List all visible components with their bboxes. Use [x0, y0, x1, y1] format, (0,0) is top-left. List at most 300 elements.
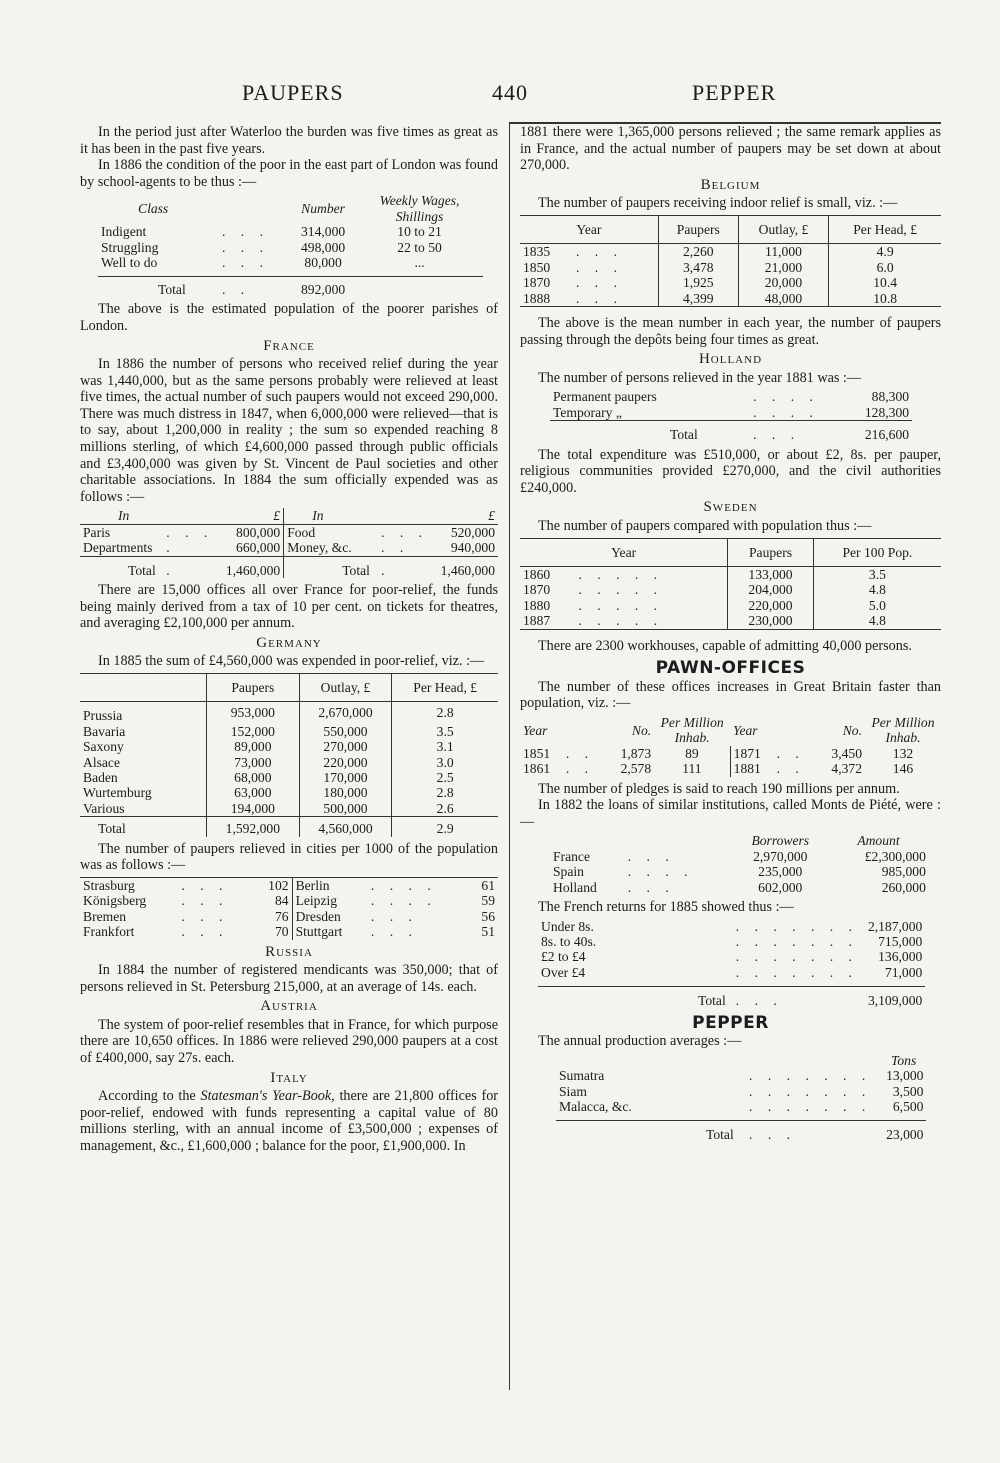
cell: 550,000: [299, 724, 392, 739]
cell: 216,600: [845, 421, 912, 443]
cell: 314,000: [300, 224, 346, 240]
cell: 2.8: [392, 785, 498, 800]
cell: Struggling: [101, 239, 159, 255]
cell: 2.6: [392, 801, 498, 817]
total-row: [538, 987, 925, 1009]
paragraph: The above is the mean number in each year, the number of paupers passing through the depôts being four times as great.: [520, 315, 941, 348]
cell: . . . .: [627, 864, 694, 880]
cell: . . . .: [753, 389, 819, 405]
cell: 2,578: [620, 761, 652, 777]
cell: Bremen: [83, 908, 127, 924]
cell: 80,000: [304, 255, 342, 270]
cell: 715,000: [878, 934, 923, 949]
col-header: Year: [523, 722, 548, 738]
cell: 220,000: [299, 755, 392, 770]
col-header: Year: [520, 215, 658, 243]
cell: 2,670,000: [299, 702, 392, 724]
table-row: [556, 1068, 926, 1083]
cell: . . .: [750, 421, 845, 443]
cell: 2,260: [658, 244, 738, 260]
cities-table: [80, 877, 498, 940]
cell: 146: [892, 761, 914, 777]
table-row: [80, 909, 498, 924]
belgium-table: [520, 215, 941, 311]
text: there are 21,800 offices for poor-relief, endowed with funds representing a capital value of 80 millions sterling, with an annual income of £3,500,000 ; expenses of management, &c., £1,600,000 ; balance for the poor, £1,900,000. In: [80, 1088, 499, 1155]
text: According to the: [98, 1088, 201, 1105]
holland-table: [550, 389, 912, 442]
cell: 89: [685, 745, 699, 761]
cell: . . .: [181, 908, 229, 924]
cell: Sumatra: [559, 1068, 605, 1084]
col-header: Per Million Inhab.: [871, 714, 935, 746]
cell: . . .: [370, 924, 418, 940]
col-header: In: [284, 508, 378, 524]
cell: . . .: [181, 924, 229, 940]
cell: Dresden: [292, 909, 368, 924]
cell: 520,000: [450, 524, 495, 540]
article-heading-pawn-offices: PAWN-OFFICES: [655, 658, 806, 679]
cell: Frankfort: [83, 924, 135, 940]
cell: 270,000: [299, 739, 392, 754]
right-column: [520, 124, 941, 1147]
cell: 1860: [523, 566, 551, 582]
cell: . . .: [627, 879, 675, 895]
cell: Departments: [83, 540, 153, 556]
table-row: [98, 240, 483, 255]
cell: 3.1: [392, 739, 498, 754]
cell: Siam: [559, 1083, 587, 1099]
table-row: [520, 244, 941, 260]
cell: . . .: [166, 524, 214, 540]
table-row: [538, 919, 925, 934]
cell: Total: [80, 817, 207, 837]
cell: 102: [268, 877, 289, 893]
cell: .: [378, 556, 434, 578]
cell: 3,478: [658, 260, 738, 275]
cell: . . .: [370, 908, 418, 924]
cell: 61: [481, 877, 495, 893]
cell: 11,000: [738, 244, 829, 260]
cell: 51: [481, 924, 495, 940]
cell: 6,500: [892, 1099, 924, 1115]
cell: 1888: [523, 290, 551, 306]
section-heading-france: France: [263, 337, 315, 354]
cell: . . . . .: [578, 566, 664, 582]
cell: 4.8: [813, 613, 941, 629]
cell: Temporary „: [553, 404, 622, 420]
cell: Indigent: [101, 224, 147, 240]
paragraph: The number of paupers receiving indoor relief is small, viz. :—: [538, 195, 898, 212]
cell: 23,000: [881, 1121, 927, 1143]
cell: 6.0: [829, 260, 941, 275]
table-row: [98, 255, 483, 270]
cell: 194,000: [207, 801, 300, 817]
cell: 70: [274, 924, 289, 940]
col-header: Weekly Wages, Shillings: [379, 193, 460, 224]
cell: 800,000: [236, 524, 281, 540]
cell: 4.9: [829, 244, 941, 260]
cell: 111: [682, 761, 702, 777]
cell: 953,000: [207, 702, 300, 724]
cell: 3.0: [392, 755, 498, 770]
cell: 136,000: [878, 949, 923, 965]
cell: . . .: [575, 290, 623, 306]
cell: 1880: [523, 597, 551, 613]
col-header: Year: [520, 538, 728, 566]
cell: 3,109,000: [864, 987, 926, 1009]
cell: . . . . . . .: [749, 1083, 872, 1099]
cell: 73,000: [207, 755, 300, 770]
paragraph: The number of persons relieved in the year 1881 was :—: [538, 369, 862, 386]
cell: 1,592,000: [207, 817, 300, 837]
cell: . . . . . . .: [749, 1099, 872, 1115]
paragraph: There are 2300 workhouses, capable of admitting 40,000 persons.: [538, 637, 912, 654]
cell: 170,000: [299, 770, 392, 785]
cell: 48,000: [738, 291, 829, 307]
pawn-offices-table: [520, 715, 941, 777]
paragraph: In 1886 the condition of the poor in the east part of London was found by school-agents to be thus :—: [80, 157, 498, 190]
cell: . . .: [746, 1121, 881, 1143]
cell: 22 to 50: [397, 239, 442, 255]
cell: 152,000: [207, 724, 300, 739]
cell: Total: [556, 1121, 746, 1143]
table-row: [80, 770, 498, 785]
cell: Alsace: [83, 754, 120, 770]
cell: . .: [565, 745, 595, 761]
total-row: [556, 1121, 926, 1143]
cell: Strasburg: [83, 877, 135, 893]
table-row: [80, 755, 498, 770]
cell: Baden: [83, 770, 118, 786]
cell: 10 to 21: [397, 224, 442, 240]
cell: 3,500: [892, 1083, 924, 1099]
table-row: [550, 864, 929, 879]
cell: 71,000: [884, 964, 923, 980]
table-row: [520, 613, 941, 629]
section-heading-belgium: Belgium: [700, 176, 761, 193]
table-row: [550, 389, 912, 404]
cell: . . . . . . .: [735, 949, 858, 965]
cell: Malacca, &c.: [559, 1099, 632, 1115]
cell: . . .: [221, 255, 269, 270]
cell: 985,000: [881, 864, 926, 880]
cell: 1850: [523, 259, 551, 275]
table-row: [80, 524, 498, 540]
cell: Permanent paupers: [553, 389, 657, 405]
cell: 21,000: [738, 260, 829, 275]
total-row: [550, 421, 912, 443]
col-header: Outlay, £: [738, 215, 829, 243]
cell: . . .: [221, 224, 269, 240]
cell: Saxony: [83, 739, 124, 755]
table-row: [80, 924, 498, 939]
col-header: Class: [138, 201, 169, 217]
cell: ...: [414, 255, 425, 270]
cell: 5.0: [813, 598, 941, 613]
cell: 4,560,000: [299, 817, 392, 837]
paragraph: [80, 1088, 498, 1154]
section-heading-holland: Holland: [698, 351, 763, 368]
cell: . . . . . . .: [735, 964, 858, 980]
cell: 498,000: [300, 239, 346, 255]
article-heading-pepper: PEPPER: [692, 1012, 769, 1033]
cell: 3,450: [831, 745, 862, 761]
cell: 56: [481, 908, 495, 924]
paragraph: The annual production averages :—: [538, 1033, 742, 1050]
cell: Total: [80, 556, 163, 578]
col-header: No.: [842, 722, 862, 738]
table-row: [520, 260, 941, 275]
cell: 892,000: [290, 276, 357, 297]
cell: . . . . . . .: [735, 918, 858, 934]
cell: . .: [776, 745, 805, 761]
table-row: [520, 761, 941, 776]
table-row: [538, 934, 925, 949]
col-header: Paupers: [207, 674, 300, 702]
cell: . . . .: [753, 404, 819, 420]
cell: 660,000: [236, 540, 281, 556]
cell: 1,873: [620, 745, 652, 761]
cell: 132: [892, 745, 914, 761]
cell: . . .: [733, 987, 864, 1009]
cell: 235,000: [758, 864, 803, 880]
paragraph: In 1886 the number of persons who received relief during the year was 1,440,000, but as the same persons probably were relieved at least five times, the actual number of such paupers would not exceed 290,000. There was much distress in 1847, when 6,000,000 were relieved—that is to say, about 1,200,000 in reality ; the sum so expended reaching 8 millions sterling, of which £4,600,000 passed through public officials and £3,400,000 was given by St. Vincent de Paul societies and other charitable associations. In 1884 the sum officially expended was as follows :—: [80, 356, 498, 505]
cell: Paris: [83, 524, 111, 540]
section-heading-sweden: Sweden: [703, 499, 758, 516]
cell: . . . .: [370, 877, 437, 893]
cell: 2.8: [392, 702, 498, 724]
cell: France: [553, 848, 590, 864]
table-row: [556, 1084, 926, 1099]
paragraph: The French returns for 1885 showed thus :—: [538, 899, 794, 915]
cell: . . . . . . .: [735, 934, 858, 949]
cell: 500,000: [299, 801, 392, 817]
table-row: [556, 1099, 926, 1114]
table-row: [520, 275, 941, 290]
cell: 1835: [523, 244, 551, 260]
cell: 128,300: [864, 404, 910, 420]
cell: 230,000: [728, 613, 814, 629]
cell: . . .: [221, 239, 269, 255]
cell: . . .: [181, 877, 229, 893]
cell: Wurtemburg: [83, 785, 152, 801]
col-header: £: [434, 508, 498, 524]
cell: 940,000: [450, 540, 495, 556]
paragraph: The number of pledges is said to reach 190 millions per annum.: [538, 780, 900, 797]
cell: . .: [219, 276, 290, 297]
cell: 59: [481, 893, 495, 909]
table-row: [520, 746, 941, 761]
table-row: [538, 965, 925, 980]
cell: 220,000: [728, 598, 814, 613]
cell: Prussia: [83, 708, 123, 724]
col-header: Amount: [857, 833, 900, 849]
table-row: [80, 702, 498, 724]
column-divider: [509, 122, 510, 1390]
cell: 3.5: [392, 724, 498, 739]
french-returns-table: [538, 919, 925, 1009]
cell: 13,000: [886, 1068, 924, 1084]
cell: £2 to £4: [541, 949, 586, 965]
cell: Total: [538, 987, 733, 1009]
cell: 1870: [523, 275, 551, 291]
monts-de-piete-table: [550, 833, 929, 895]
cell: . . . .: [370, 893, 437, 909]
pepper-production-table: [556, 1053, 926, 1143]
paragraph: 1881 there were 1,365,000 persons relieved ; the same remark applies as in France, and the actual number of paupers may be set down at about 270,000.: [520, 124, 941, 174]
table-row: [550, 405, 912, 421]
col-header: Year: [733, 722, 758, 738]
cell: £2,300,000: [864, 848, 926, 864]
cell: Under 8s.: [541, 918, 594, 934]
cell: Total: [98, 276, 219, 297]
cell: Money, &c.: [284, 540, 378, 556]
cell: 8s. to 40s.: [541, 934, 597, 949]
running-head-left: PAUPERS: [242, 80, 344, 105]
col-header: Borrowers: [751, 833, 810, 849]
col-header: Per Million Inhab.: [660, 714, 724, 746]
cell: 1851: [523, 745, 551, 761]
paragraph: In the period just after Waterloo the burden was five times as great as it has been in the past five years.: [80, 124, 498, 157]
table-row: [520, 582, 941, 597]
cell: Berlin: [292, 877, 368, 893]
cell: 89,000: [207, 739, 300, 754]
cell: 76: [274, 908, 289, 924]
cell: . . .: [627, 848, 675, 864]
cell: 4,399: [658, 291, 738, 307]
col-header: Paupers: [658, 215, 738, 243]
table-row: [80, 801, 498, 817]
col-header: No.: [631, 722, 652, 738]
cell: 1861: [523, 761, 551, 777]
paragraph: There are 15,000 offices all over France for poor-relief, the funds being mainly derived from a tax of 10 per cent. on tickets for theatres, and averaging £2,100,000 per annum.: [80, 582, 498, 632]
col-header: Per Head, £: [829, 215, 941, 243]
total-row: [98, 276, 483, 297]
paragraph: The above is the estimated population of the poorer parishes of London.: [80, 301, 498, 334]
cell: 10.8: [829, 291, 941, 307]
cell: 2,187,000: [867, 918, 923, 934]
cell: 2.9: [392, 817, 498, 837]
cell: . . . . . . .: [749, 1068, 872, 1084]
cell: 1,460,000: [434, 556, 498, 578]
cell: . . .: [575, 275, 623, 291]
paragraph: In 1885 the sum of £4,560,000 was expended in poor-relief, viz. :—: [98, 653, 485, 670]
cell: Spain: [553, 864, 584, 880]
cell: 4.8: [813, 582, 941, 597]
cell: . . .: [575, 244, 623, 260]
cell: Bavaria: [83, 723, 126, 739]
cell: 260,000: [881, 879, 926, 895]
cell: . . . . .: [578, 597, 664, 613]
cell: Well to do: [101, 255, 158, 270]
table-row: [550, 880, 929, 895]
cell: Food: [284, 524, 378, 540]
cell: 204,000: [728, 582, 814, 597]
france-expenditure-table: [80, 508, 498, 578]
table-row: [520, 291, 941, 307]
cell: 133,000: [728, 566, 814, 582]
book-title: Statesman's Year-Book,: [200, 1088, 335, 1105]
cell: 68,000: [207, 770, 300, 785]
paragraph: The number of these offices increases in Great Britain faster than population, viz. :—: [520, 678, 941, 712]
cell: Holland: [553, 879, 597, 895]
cell: . . .: [181, 893, 229, 909]
col-header: Per Head, £: [392, 674, 498, 702]
cell: 3.5: [813, 566, 941, 582]
cell: 180,000: [299, 785, 392, 800]
cell: 1881: [730, 761, 773, 776]
left-column: [80, 124, 498, 1155]
cell: 88,300: [871, 389, 910, 405]
sweden-table: [520, 538, 941, 634]
cell: Total: [284, 556, 378, 578]
cell: 20,000: [738, 275, 829, 290]
cell: 1887: [523, 613, 551, 629]
table-row: [80, 540, 498, 556]
col-header: Number: [301, 201, 345, 217]
section-heading-italy: Italy: [270, 1069, 308, 1086]
cell: . .: [381, 540, 410, 556]
paragraph: In 1884 the number of registered mendicants was 350,000; that of persons relieved in St. Petersburg 215,000, at an average of 14s. each.: [80, 962, 498, 995]
cell: Leipzig: [292, 893, 368, 908]
cell: Stuttgart: [292, 924, 368, 939]
germany-relief-table: [80, 673, 498, 837]
cell: Total: [550, 421, 750, 443]
cell: . . .: [575, 259, 623, 275]
cell: 1,925: [658, 275, 738, 290]
paragraph: The number of paupers relieved in cities per 1000 of the population was as follows :—: [80, 840, 498, 874]
cell: 602,000: [758, 879, 803, 895]
running-head-right: PEPPER: [692, 80, 777, 105]
section-heading-germany: Germany: [256, 634, 322, 651]
table-row: [538, 949, 925, 964]
col-header: £: [219, 508, 283, 524]
table-row: [550, 849, 929, 864]
cell: . . . . .: [578, 613, 664, 629]
cell: Various: [83, 800, 125, 816]
cell: 1871: [730, 746, 773, 761]
cell: 2.5: [392, 770, 498, 785]
cell: . . .: [381, 524, 429, 540]
cell: Königsberg: [83, 893, 147, 909]
col-header: Tons: [891, 1052, 917, 1068]
cell: 63,000: [207, 785, 300, 800]
section-heading-russia: Russia: [265, 943, 313, 960]
paragraph: The total expenditure was £510,000, or about £2, 8s. per pauper, religious communities provided £270,000, and the civil authorities £240,000.: [520, 446, 941, 496]
table-row: [520, 566, 941, 582]
cell: Over £4: [541, 964, 586, 980]
total-row: [80, 817, 498, 837]
col-header: Paupers: [728, 538, 814, 566]
section-heading-austria: Austria: [260, 998, 318, 1015]
table-row: [98, 224, 483, 239]
table-row: [80, 739, 498, 754]
cell: . .: [776, 761, 805, 777]
total-row: [80, 556, 498, 578]
page-number: 440: [492, 80, 528, 105]
col-header: Per 100 Pop.: [813, 538, 941, 566]
col-header: In: [80, 508, 163, 524]
cell: 1870: [523, 582, 551, 598]
table-row: [80, 724, 498, 739]
cell: . .: [565, 761, 595, 777]
cell: . . . . .: [578, 582, 664, 598]
cell: 2,970,000: [753, 848, 808, 864]
col-header: Outlay, £: [299, 674, 392, 702]
cell: 1,460,000: [219, 556, 283, 578]
table-row: [80, 785, 498, 800]
cell: 4,372: [831, 761, 862, 777]
